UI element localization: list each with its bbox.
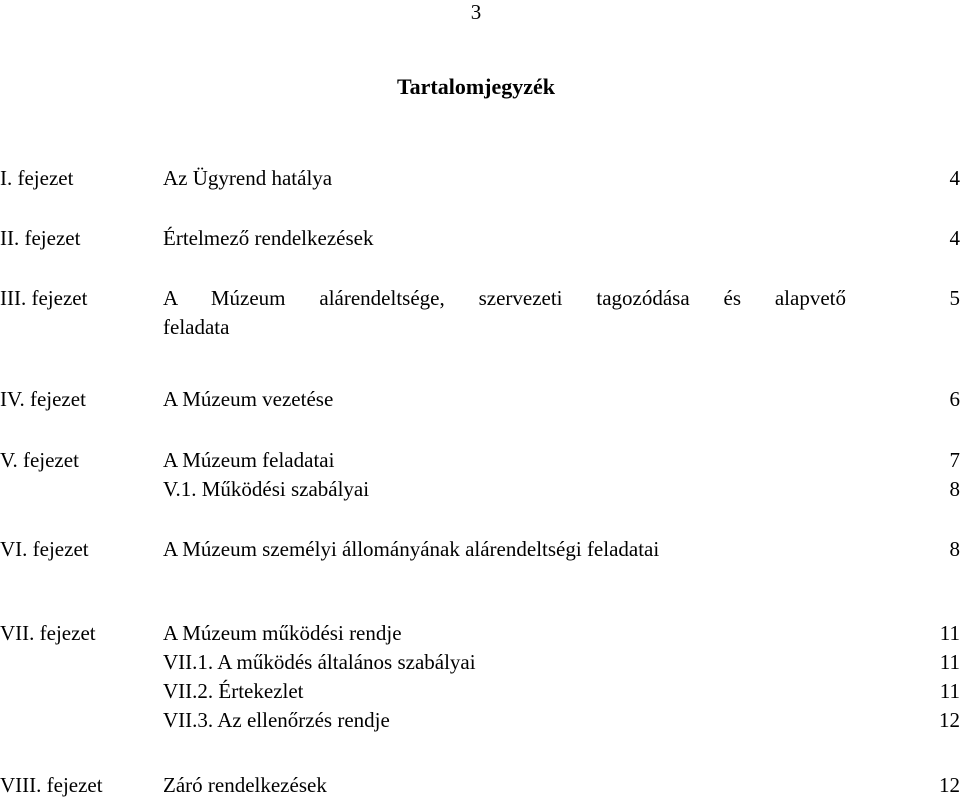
page-ref: 8 [949, 537, 960, 561]
entry-title: Záró rendelkezések [163, 773, 327, 797]
page-ref: 5 [949, 286, 960, 310]
entry-title: A Múzeum személyi állományának alárendeltségi feladatai [163, 537, 660, 561]
page-ref: 11 [939, 679, 960, 703]
page-ref: 11 [939, 621, 960, 645]
chapter-label: VIII. fejezet [0, 773, 103, 797]
entry-title: V.1. Működési szabályai [163, 477, 370, 501]
entry-title: VII.2. Értekezlet [163, 679, 304, 703]
chapter-label: VII. fejezet [0, 621, 96, 645]
entry-title: VII.1. A működés általános szabályai [163, 650, 476, 674]
entry-title-continuation: feladata [163, 315, 230, 339]
chapter-label: II. fejezet [0, 226, 81, 250]
page-ref: 4 [949, 166, 960, 190]
entry-title: Az Ügyrend hatálya [163, 166, 333, 190]
chapter-label: V. fejezet [0, 448, 79, 472]
page-ref: 6 [949, 387, 960, 411]
page-ref: 11 [939, 650, 960, 674]
page-ref: 12 [939, 708, 960, 732]
entry-title: A Múzeum vezetése [163, 387, 334, 411]
page-title: Tartalomjegyzék [396, 74, 556, 99]
page-ref: 8 [949, 477, 960, 501]
page-ref: 4 [949, 226, 960, 250]
chapter-label: VI. fejezet [0, 537, 89, 561]
entry-title: A Múzeum feladatai [163, 448, 335, 472]
chapter-label: III. fejezet [0, 286, 88, 310]
entry-title: Értelmező rendelkezések [163, 226, 374, 250]
chapter-label: I. fejezet [0, 166, 74, 190]
page-number: 3 [470, 0, 482, 24]
page-ref: 7 [949, 448, 960, 472]
entry-title: VII.3. Az ellenőrzés rendje [163, 708, 390, 732]
page-ref: 12 [939, 773, 960, 797]
entry-title: A Múzeum alárendeltsége, szervezeti tagozódása és alapvető [163, 286, 846, 310]
chapter-label: IV. fejezet [0, 387, 86, 411]
entry-title: A Múzeum működési rendje [163, 621, 402, 645]
